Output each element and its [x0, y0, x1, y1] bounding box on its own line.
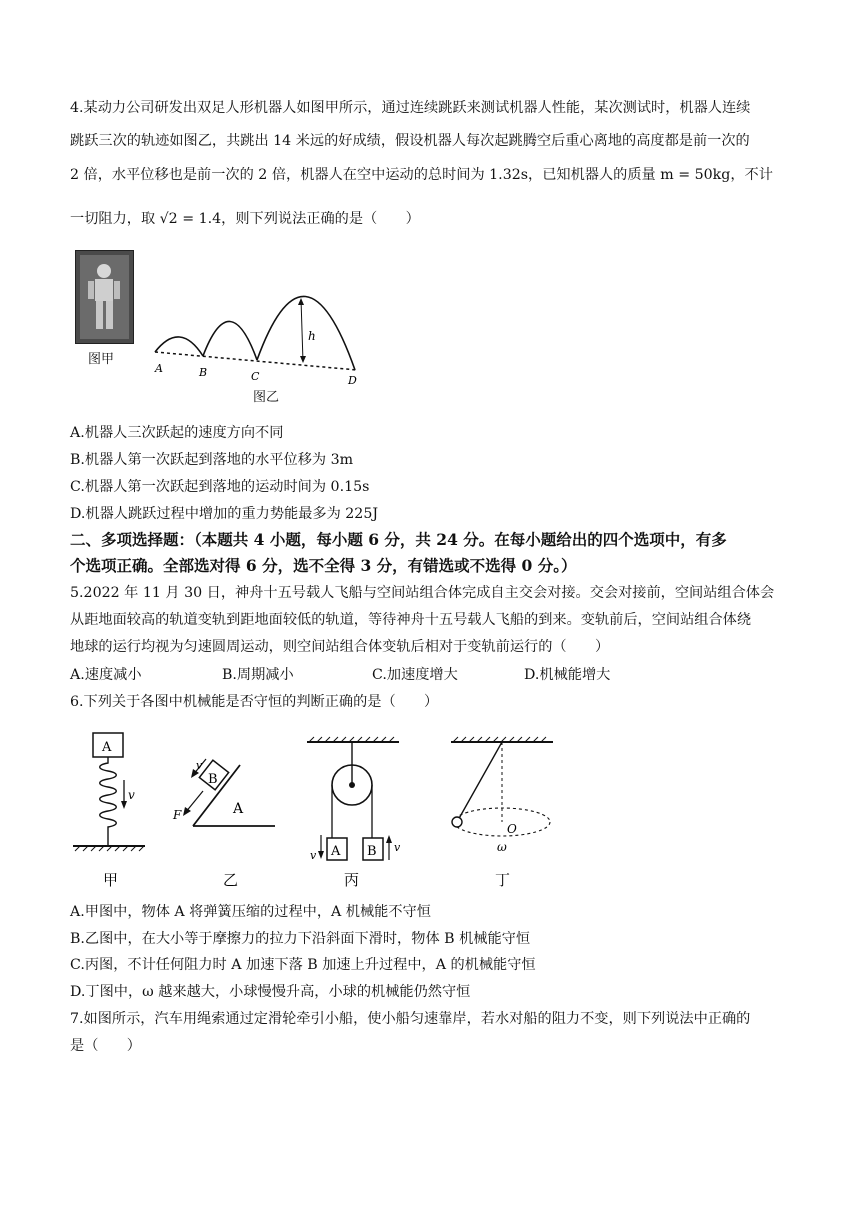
q5-option-b: B.周期减小 — [222, 667, 294, 683]
svg-text:F: F — [173, 808, 182, 822]
point-b: B — [199, 366, 208, 379]
q6-figures — [65, 725, 585, 895]
figure-jia-label: 图甲 — [88, 352, 115, 367]
section2-header-line-1: 二、多项选择题：（本题共 4 小题，每小题 6 分，共 24 分。在每小题给出的四个选项中，有多 — [70, 530, 727, 549]
figure-jia-spring — [73, 733, 145, 889]
caption-jia: 甲 — [103, 871, 119, 889]
figure-yi-label: 图乙 — [253, 390, 280, 405]
q4-line-1: 4.某动力公司研发出双足人形机器人如图甲所示，通过连续跳跃来测试机器人性能，某次测试时，机器人连续 — [70, 100, 751, 116]
q6-option-a: A.甲图中，物体 A 将弹簧压缩的过程中，A 机械能不守恒 — [70, 904, 431, 920]
svg-text:O: O — [507, 822, 517, 836]
svg-text:ω: ω — [497, 840, 507, 854]
svg-text:v: v — [128, 788, 135, 802]
svg-text:B: B — [367, 844, 377, 859]
q5-line-3: 地球的运行均视为匀速圆周运动，则空间站组合体变轨后相对于变轨前运行的（ ） — [70, 639, 610, 655]
trajectory-figure — [145, 290, 370, 400]
caption-yi: 乙 — [223, 871, 239, 889]
q7-line-2: 是（ ） — [70, 1038, 141, 1054]
q5-option-a: A.速度减小 — [70, 667, 142, 683]
point-d: D — [348, 374, 357, 387]
q6-stem: 6.下列关于各图中机械能是否守恒的判断正确的是（ ） — [70, 694, 439, 710]
q5-line-1: 5.2022 年 11 月 30 日，神舟十五号载人飞船与空间站组合体完成自主交会对接。交会对接前，空间站组合体会 — [70, 585, 775, 601]
q6-option-b: B.乙图中，在大小等于摩擦力的拉力下沿斜面下滑时，物体 B 机械能守恒 — [70, 931, 531, 947]
q5-option-d: D.机械能增大 — [524, 667, 611, 683]
q4-line-3: 2 倍，水平位移也是前一次的 2 倍，机器人在空中运动的总时间为 1.32s，已知机器人的质量 m = 50kg，不计 — [70, 167, 773, 183]
q4-line-4: 一切阻力，取 √2 = 1.4，则下列说法正确的是（ ） — [70, 211, 420, 227]
svg-text:A: A — [331, 844, 341, 859]
svg-text:v: v — [394, 841, 401, 854]
q4-line-2: 跳跃三次的轨迹如图乙，共跳出 14 米远的好成绩，假设机器人每次起跳腾空后重心离地的高度都是前一次的 — [70, 133, 750, 149]
q4-option-a: A.机器人三次跃起的速度方向不同 — [70, 425, 284, 441]
q6-option-c: C.丙图，不计任何阻力时 A 加速下落 B 加速上升过程中，A 的机械能守恒 — [70, 957, 536, 973]
section2-header-line-2: 个选项正确。全部选对得 6 分，选不全得 3 分，有错选或不选得 0 分。） — [70, 556, 577, 575]
svg-text:B: B — [208, 772, 218, 787]
q5-line-2: 从距地面较高的轨道变轨到距地面较低的轨道，等待神舟十五号载人飞船的到来。变轨前后，空间站组合体绕 — [70, 612, 752, 628]
q4-option-c: C.机器人第一次跃起到落地的运动时间为 0.15s — [70, 479, 370, 495]
q5-option-c: C.加速度增大 — [372, 667, 458, 683]
arc-bc — [203, 321, 257, 360]
svg-text:v: v — [310, 849, 317, 862]
point-a: A — [155, 362, 163, 375]
caption-ding: 丁 — [495, 871, 511, 889]
svg-text:v: v — [196, 759, 203, 772]
caption-bing: 丙 — [344, 871, 360, 889]
figure-bing-pulley — [307, 737, 401, 889]
q4-option-b: B.机器人第一次跃起到落地的水平位移为 3m — [70, 452, 354, 468]
arc-cd — [257, 296, 355, 370]
height-arrow — [301, 299, 303, 362]
robot-photo — [75, 250, 134, 344]
point-c: C — [251, 370, 260, 383]
q7-line-1: 7.如图所示，汽车用绳索通过定滑轮牵引小船，使小船匀速靠岸，若水对船的阻力不变，则下列说法中正确的 — [70, 1011, 751, 1027]
figure-ding-pendulum — [451, 737, 553, 889]
figure-yi-incline — [172, 759, 275, 889]
q6-option-d: D.丁图中，ω 越来越大，小球慢慢升高，小球的机械能仍然守恒 — [70, 984, 471, 1000]
ground-dashed-line — [155, 352, 357, 370]
svg-text:A: A — [233, 801, 244, 817]
q4-option-d: D.机器人跳跃过程中增加的重力势能最多为 225J — [70, 506, 379, 522]
height-label: h — [308, 329, 316, 343]
svg-text:A: A — [102, 740, 112, 755]
